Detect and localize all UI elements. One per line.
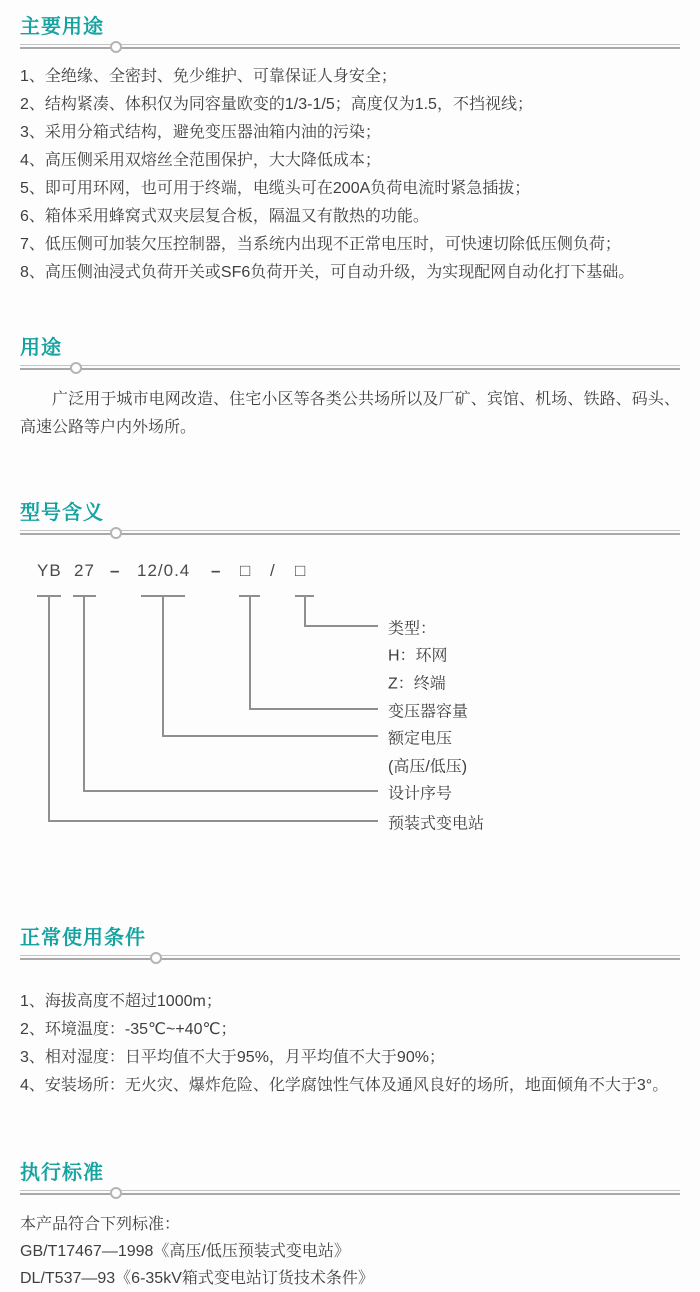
diagram-label: H：环网 [388, 647, 448, 665]
list-item: 1、全绝缘、全密封、免少维护、可靠保证人身安全； [20, 68, 397, 85]
section-rule [20, 365, 680, 370]
list-item: 7、低压侧可加装欠压控制器，当系统内出现不正常电压时，可快速切除低压侧负荷； [20, 236, 621, 253]
connector-line [162, 735, 378, 737]
standard-reference: DL/T537—93《6-35kV箱式变电站订货技术条件》 [20, 1270, 374, 1287]
model-code-part: YB [37, 561, 62, 580]
list-item: 3、相对湿度：日平均值不大于95%，月平均值不大于90%； [20, 1049, 445, 1066]
section-model-meaning [20, 500, 680, 853]
section-rule [20, 955, 680, 960]
connector-line [304, 625, 378, 627]
connector-line [249, 595, 251, 710]
conditions-list [20, 988, 680, 1100]
rule-knob-icon [110, 41, 122, 53]
connector-line [48, 595, 50, 822]
diagram-label: Z：终端 [388, 675, 446, 693]
section-title-uses: 用途 [20, 337, 62, 359]
section-main-uses [20, 14, 680, 287]
diagram-label: 变压器容量 [388, 703, 469, 721]
connector-line [48, 820, 378, 822]
list-item: 2、结构紧凑、体积仅为同容量欧变的1/3-1/5；高度仅为1.5，不挡视线； [20, 96, 533, 113]
connector-line [83, 790, 378, 792]
section-rule [20, 1190, 680, 1195]
section-title-standards: 执行标准 [20, 1162, 104, 1184]
section-standards [20, 1160, 680, 1292]
diagram-label: 预装式变电站 [388, 815, 485, 833]
list-item: 6、箱体采用蜂窝式双夹层复合板，隔温又有散热的功能。 [20, 208, 429, 225]
rule-knob-icon [70, 362, 82, 374]
standard-reference: GB/T17467—1998《高压/低压预装式变电站》 [20, 1243, 350, 1260]
diagram-label: 类型： [388, 620, 437, 638]
connector-line [249, 708, 378, 710]
section-normal-use-conditions [20, 925, 680, 1100]
main-uses-list [20, 63, 680, 287]
section-title-main-uses: 主要用途 [20, 16, 104, 38]
placeholder-box-icon: □ [295, 561, 307, 580]
rule-knob-icon [150, 952, 162, 964]
list-item: 3、采用分箱式结构，避免变压器油箱内油的污染； [20, 124, 381, 141]
diagram-label: (高压/低压) [388, 758, 468, 776]
list-item: 5、即可用环网，也可用于终端，电缆头可在200A负荷电流时紧急插拔； [20, 180, 531, 197]
uses-paragraph: 广泛用于城市电网改造、住宅小区等各类公共场所以及厂矿、宾馆、机场、铁路、码头、高速公路等户内外场所。 [20, 391, 680, 436]
dash-separator: – [110, 561, 121, 580]
connector-line [162, 595, 164, 737]
section-title-model: 型号含义 [20, 502, 104, 524]
section-uses [20, 335, 680, 442]
diagram-label: 设计序号 [388, 785, 453, 803]
rule-knob-icon [110, 527, 122, 539]
list-item: 4、安装场所：无火灾、爆炸危险、化学腐蚀性气体及通风良好的场所，地面倾角不大于3°。 [20, 1077, 669, 1094]
section-rule [20, 44, 680, 49]
list-item: 1、海拔高度不超过1000m； [20, 993, 222, 1010]
model-code-diagram [20, 561, 680, 853]
list-item: 4、高压侧采用双熔丝全范围保护，大大降低成本； [20, 152, 381, 169]
list-item: 2、环境温度：-35℃~+40℃； [20, 1021, 237, 1038]
diagram-label: 额定电压 [388, 730, 453, 748]
slash-separator: / [270, 561, 276, 580]
dash-separator: – [211, 561, 222, 580]
section-rule [20, 530, 680, 535]
section-title-conditions: 正常使用条件 [20, 927, 146, 949]
connector-line [83, 595, 85, 792]
standards-intro: 本产品符合下列标准： [20, 1216, 181, 1233]
connector-line [304, 595, 306, 627]
placeholder-box-icon: □ [240, 561, 252, 580]
model-code-part: 12/0.4 [137, 561, 191, 580]
rule-knob-icon [110, 1187, 122, 1199]
list-item: 8、高压侧油浸式负荷开关或SF6负荷开关，可自动升级，为实现配网自动化打下基础。 [20, 264, 635, 281]
model-code-part: 27 [74, 561, 95, 580]
